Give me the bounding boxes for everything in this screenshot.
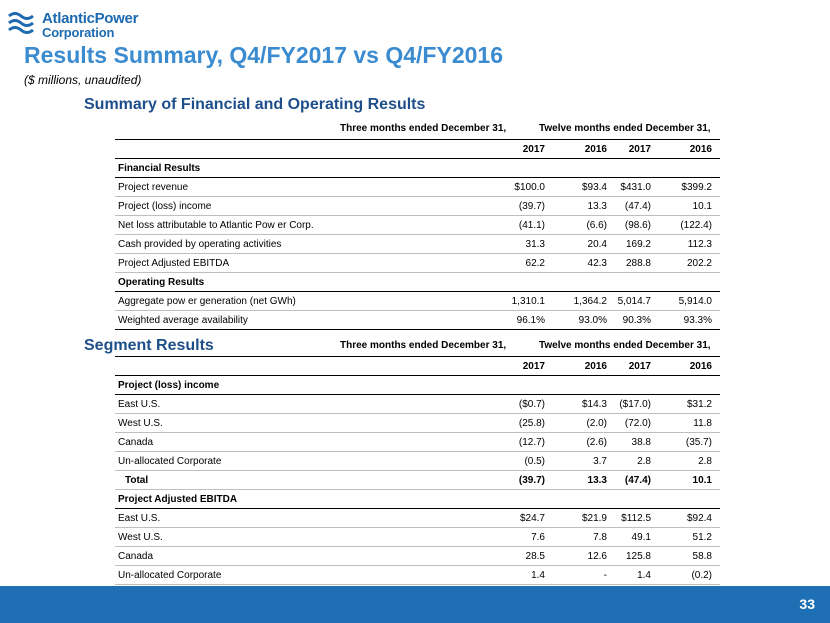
- table-row: [115, 395, 720, 414]
- cell-value: ($17.0): [619, 399, 651, 410]
- cell-value: (35.7): [685, 437, 712, 448]
- cell-value: (25.8): [518, 418, 545, 429]
- cell-value: (2.0): [586, 418, 607, 429]
- logo-subname: Corporation: [42, 25, 115, 40]
- cell-value: 11.8: [693, 418, 712, 429]
- section-header: [115, 490, 720, 509]
- table-row: [115, 254, 720, 273]
- section-title: Operating Results: [118, 277, 205, 288]
- cell-value: 93.3%: [683, 315, 712, 326]
- table-row: [115, 216, 720, 235]
- cell-value: (47.4): [624, 475, 651, 486]
- cell-value: 13.3: [587, 201, 607, 212]
- year-header: 2016: [689, 144, 712, 155]
- row-label: Cash provided by operating activities: [118, 239, 282, 250]
- cell-value: $21.9: [581, 513, 607, 524]
- cell-value: 1,310.1: [511, 296, 545, 307]
- summary-heading: Summary of Financial and Operating Results: [84, 96, 426, 113]
- row-label: Net loss attributable to Atlantic Pow er Corp.: [118, 220, 314, 231]
- segment-heading: Segment Results: [84, 337, 214, 354]
- period-header-twelve-months: Twelve months ended December 31,: [539, 123, 711, 134]
- cell-value: $92.4: [686, 513, 712, 524]
- row-label: Canada: [118, 551, 154, 562]
- section-header: [115, 159, 720, 178]
- row-label: Project Adjusted EBITDA: [118, 258, 230, 269]
- cell-value: 13.3: [587, 475, 607, 486]
- cell-value: 1.4: [531, 570, 545, 581]
- cell-value: (0.5): [524, 456, 545, 467]
- row-label: East U.S.: [118, 399, 161, 410]
- company-logo: [6, 6, 146, 40]
- section-title: Project (loss) income: [118, 380, 220, 391]
- cell-value: $112.5: [621, 513, 651, 524]
- table-row: [115, 566, 720, 585]
- cell-value: 49.1: [631, 532, 651, 543]
- cell-value: 112.3: [687, 239, 712, 250]
- cell-value: $93.4: [581, 182, 607, 193]
- cell-value: (6.6): [586, 220, 607, 231]
- logo-wave-icon: [6, 6, 38, 38]
- cell-value: -: [603, 570, 607, 581]
- row-label: Aggregate pow er generation (net GWh): [118, 296, 296, 307]
- cell-value: 90.3%: [622, 315, 651, 326]
- period-header-row: [115, 121, 720, 140]
- cell-value: (39.7): [518, 475, 545, 486]
- row-label: Canada: [118, 437, 154, 448]
- section-title: Financial Results: [118, 163, 201, 174]
- period-header-twelve-months: Twelve months ended December 31,: [539, 340, 711, 351]
- cell-value: $100.0: [514, 182, 545, 193]
- table-row: [115, 235, 720, 254]
- cell-value: 2.8: [698, 456, 712, 467]
- year-header-row: [115, 357, 720, 376]
- summary-table: [115, 121, 720, 330]
- cell-value: 93.0%: [578, 315, 607, 326]
- table-row: [115, 414, 720, 433]
- table-row: [115, 311, 720, 330]
- cell-value: 3.7: [593, 456, 607, 467]
- year-header: 2016: [584, 144, 607, 155]
- cell-value: 31.3: [525, 239, 545, 250]
- row-label: East U.S.: [118, 513, 161, 524]
- period-header-three-months: Three months ended December 31,: [340, 340, 507, 351]
- cell-value: (122.4): [680, 220, 712, 231]
- cell-value: (39.7): [518, 201, 545, 212]
- cell-value: 169.2: [625, 239, 651, 250]
- cell-value: ($0.7): [518, 399, 545, 410]
- cell-value: $14.3: [581, 399, 607, 410]
- cell-value: 10.1: [692, 475, 712, 486]
- row-label: Project (loss) income: [118, 201, 212, 212]
- row-label: Weighted average availability: [118, 315, 248, 326]
- total-row: [115, 471, 720, 490]
- cell-value: 58.8: [692, 551, 712, 562]
- cell-value: 288.8: [625, 258, 651, 269]
- cell-value: 51.2: [692, 532, 712, 543]
- cell-value: $431.0: [620, 182, 651, 193]
- year-header: 2017: [522, 144, 545, 155]
- cell-value: 2.8: [637, 456, 651, 467]
- cell-value: 42.3: [587, 258, 607, 269]
- cell-value: 5,914.0: [678, 296, 712, 307]
- section-header: [115, 376, 720, 395]
- year-header-row: [115, 140, 720, 159]
- cell-value: 7.6: [531, 532, 545, 543]
- cell-value: (47.4): [624, 201, 651, 212]
- row-label: Un-allocated Corporate: [118, 570, 222, 581]
- year-header: 2016: [584, 361, 607, 372]
- row-label: Total: [125, 475, 149, 486]
- cell-value: (98.6): [624, 220, 651, 231]
- table-row: [115, 547, 720, 566]
- page-subtitle: ($ millions, unaudited): [24, 73, 142, 87]
- cell-value: (72.0): [624, 418, 651, 429]
- cell-value: 5,014.7: [617, 296, 651, 307]
- year-header: 2016: [689, 361, 712, 372]
- row-label: West U.S.: [118, 418, 163, 429]
- cell-value: 10.1: [692, 201, 712, 212]
- cell-value: 7.8: [593, 532, 607, 543]
- cell-value: 125.8: [625, 551, 651, 562]
- period-header-three-months: Three months ended December 31,: [340, 123, 507, 134]
- row-label: West U.S.: [118, 532, 163, 543]
- page-number: 33: [799, 596, 815, 612]
- page-title: Results Summary, Q4/FY2017 vs Q4/FY2016: [24, 42, 503, 68]
- cell-value: (0.2): [691, 570, 712, 581]
- cell-value: 28.5: [525, 551, 545, 562]
- year-header: 2017: [628, 361, 651, 372]
- table-row: [115, 509, 720, 528]
- table-row: [115, 452, 720, 471]
- year-header: 2017: [522, 361, 545, 372]
- logo-name: AtlanticPower: [42, 10, 139, 27]
- cell-value: (41.1): [518, 220, 545, 231]
- cell-value: 96.1%: [516, 315, 545, 326]
- cell-value: 20.4: [587, 239, 607, 250]
- period-header-row: [115, 338, 720, 357]
- cell-value: $24.7: [519, 513, 545, 524]
- cell-value: 62.2: [525, 258, 545, 269]
- table-row: [115, 433, 720, 452]
- cell-value: 1.4: [637, 570, 651, 581]
- cell-value: 38.8: [631, 437, 651, 448]
- cell-value: $399.2: [681, 182, 712, 193]
- year-header: 2017: [628, 144, 651, 155]
- cell-value: $31.2: [686, 399, 712, 410]
- footer-bar: [0, 586, 830, 623]
- row-label: Project revenue: [118, 182, 189, 193]
- table-row: [115, 197, 720, 216]
- table-row: [115, 528, 720, 547]
- section-title: Project Adjusted EBITDA: [118, 494, 238, 505]
- cell-value: 12.6: [587, 551, 607, 562]
- segment-table: [115, 338, 720, 604]
- cell-value: 202.2: [686, 258, 712, 269]
- section-header: [115, 273, 720, 292]
- cell-value: (2.6): [586, 437, 607, 448]
- cell-value: (12.7): [518, 437, 545, 448]
- cell-value: 1,364.2: [573, 296, 607, 307]
- table-row: [115, 178, 720, 197]
- table-row: [115, 292, 720, 311]
- row-label: Un-allocated Corporate: [118, 456, 222, 467]
